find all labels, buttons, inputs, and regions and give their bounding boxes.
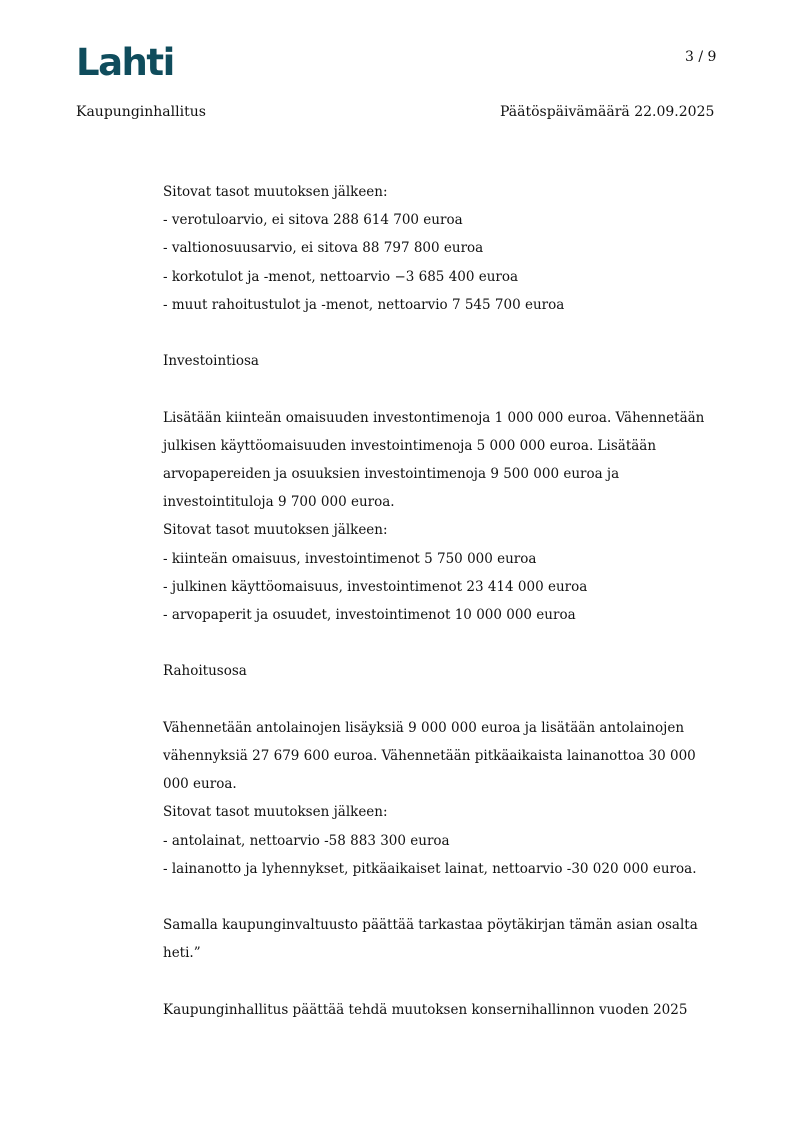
body-line: Lisätään kiinteän omaisuuden investontimenoja 1 000 000 euroa. Vähennetään bbox=[163, 409, 705, 426]
lahti-logo: Lahti bbox=[76, 41, 174, 84]
body-line: Sitovat tasot muutoksen jälkeen: bbox=[163, 184, 388, 200]
body-line: - kiinteän omaisuus, investointimenot 5 750 000 euroa bbox=[163, 550, 537, 567]
body-line: - verotuloarvio, ei sitova 288 614 700 euroa bbox=[163, 212, 463, 229]
body-line: arvopapereiden ja osuuksien investointimenoja 9 500 000 euroa ja bbox=[163, 466, 620, 482]
body-line: - korkotulot ja -menot, nettoarvio −3 685 400 euroa bbox=[163, 268, 519, 285]
body-line: Rahoitusosa bbox=[163, 663, 247, 680]
organization-name: Kaupunginhallitus bbox=[76, 104, 206, 120]
body-line: heti.” bbox=[163, 945, 201, 962]
body-line: Investointiosa bbox=[163, 353, 259, 370]
blank-line bbox=[163, 629, 723, 657]
blank-line bbox=[163, 968, 723, 996]
blank-line bbox=[163, 883, 723, 911]
body-line: - muut rahoitustulot ja -menot, nettoarvio 7 545 700 euroa bbox=[163, 296, 565, 313]
body-line: Sitovat tasot muutoksen jälkeen: bbox=[163, 522, 388, 539]
body-line: investointituloja 9 700 000 euroa. bbox=[163, 494, 395, 511]
body-line: - antolainat, nettoarvio -58 883 300 euroa bbox=[163, 832, 450, 849]
body-line: Sitovat tasot muutoksen jälkeen: bbox=[163, 804, 388, 821]
blank-line bbox=[163, 375, 723, 403]
body-line: - valtionosuusarvio, ei sitova 88 797 800 euroa bbox=[163, 240, 484, 257]
decision-date: Päätöspäivämäärä 22.09.2025 bbox=[500, 104, 715, 120]
body-line: 000 euroa. bbox=[163, 776, 237, 793]
body-line: Samalla kaupunginvaltuusto päättää tarkastaa pöytäkirjan tämän asian osalta bbox=[163, 917, 698, 934]
body-line: Kaupunginhallitus päättää tehdä muutoksen konsernihallinnon vuoden 2025 bbox=[163, 1001, 688, 1018]
page-number: 3 / 9 bbox=[685, 49, 717, 65]
body-line: - lainanotto ja lyhennykset, pitkäaikaiset lainat, nettoarvio -30 020 000 euroa. bbox=[163, 860, 697, 877]
document-body bbox=[163, 178, 723, 1024]
blank-line bbox=[163, 319, 723, 347]
body-line: Vähennetään antolainojen lisäyksiä 9 000 000 euroa ja lisätään antolainojen bbox=[163, 719, 685, 736]
body-line: - arvopaperit ja osuudet, investointimenot 10 000 000 euroa bbox=[163, 607, 576, 624]
body-line: julkisen käyttöomaisuuden investointimenoja 5 000 000 euroa. Lisätään bbox=[163, 437, 657, 454]
body-line: - julkinen käyttöomaisuus, investointimenot 23 414 000 euroa bbox=[163, 578, 588, 595]
blank-line bbox=[163, 686, 723, 714]
body-line: vähennyksiä 27 679 600 euroa. Vähennetään pitkäaikaista lainanottoa 30 000 bbox=[163, 748, 696, 764]
